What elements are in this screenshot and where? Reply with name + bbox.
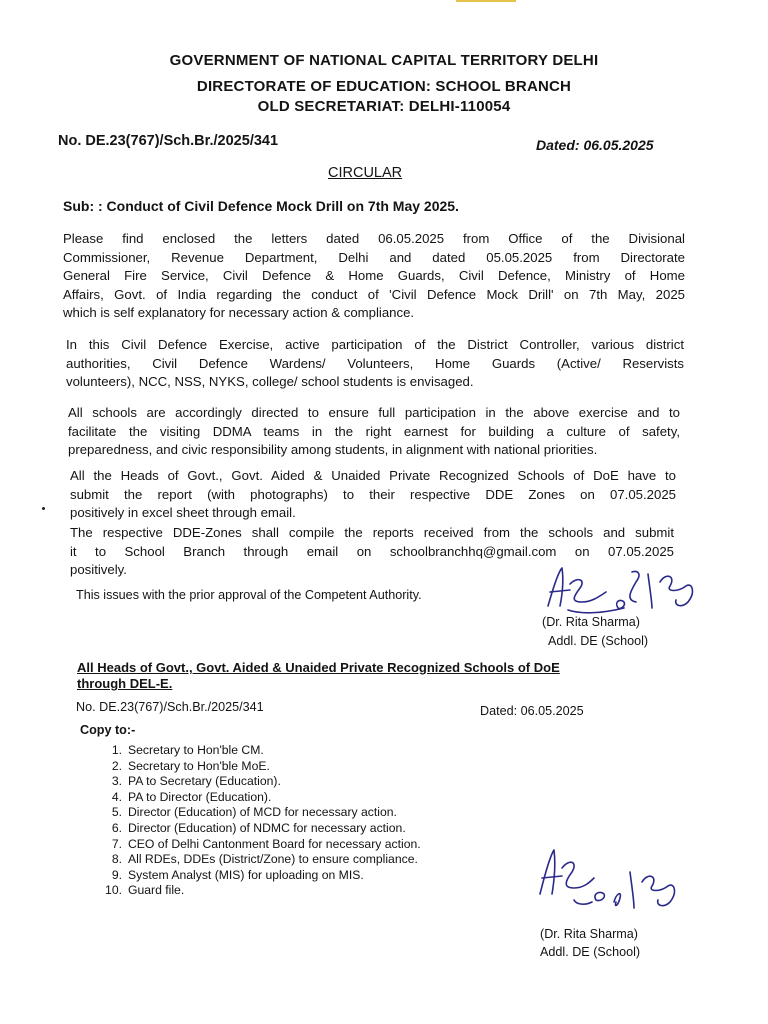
list-item: 10. Guard file. [105,883,185,898]
header-line-2: DIRECTORATE OF EDUCATION: SCHOOL BRANCH [196,78,572,95]
reference-number: No. DE.23(767)/Sch.Br./2025/341 [58,133,279,149]
paragraph-4: All the Heads of Govt., Govt. Aided & Unaided Private Recognized Schools of DoE have to submit the report (with photographs) to their respective DDE Zones on 07.05.2025 positively in excel sheet through email. [70,468,676,520]
margin-dot [42,507,45,510]
circular-title: CIRCULAR [328,165,403,181]
signatory-name: (Dr. Rita Sharma) [542,615,640,629]
header-line-1: GOVERNMENT OF NATIONAL CAPITAL TERRITORY DELHI [169,52,599,69]
list-item: 1. Secretary to Hon'ble CM. [111,743,264,757]
subject-line: Sub: : Conduct of Civil Defence Mock Drill on 7th May 2025. [63,198,459,214]
paragraph-2: In this Civil Defence Exercise, active participation of the District Controller, various district authorities, Civil Defence Wardens/ Volunteers, Home Guards (Active/ Reservists volunteers), NCC, NSS, NYKS, college/ school students is envisaged. [66,337,684,389]
signatory-2-designation: Addl. DE (School) [540,945,641,959]
reference-date-2: Dated: 06.05.2025 [480,704,584,718]
paragraph-5: The respective DDE-Zones shall compile the reports received from the schools and submit it to School Branch through email on schoolbranchhq@gmail.com on 07.05.2025 positively. [70,525,674,577]
reference-number-2: No. DE.23(767)/Sch.Br./2025/341 [76,700,264,714]
list-item: 5. Director (Education) of MCD for necessary action. [111,805,397,820]
signatory-2-name: (Dr. Rita Sharma) [540,927,638,941]
list-item: 8. All RDEs, DDEs (District/Zone) to ensure compliance. [111,852,418,867]
list-item: 3. PA to Secretary (Education). [111,774,281,789]
reference-date: Dated: 06.05.2025 [536,137,654,153]
header-line-3: OLD SECRETARIAT: DELHI-110054 [257,98,511,115]
paragraph-1: Please find enclosed the letters dated 06.05.2025 from Office of the Divisional Commissioner, Revenue Department, Delhi and dated 05.05.2025 from Directorate General Fire Service, Civil Defence & Home Guards, Civil Defence, Ministry of Home Affairs, Govt. of India regarding the conduct of 'Civil Defence Mock Drill' on 7th May, 2025 which is self explanatory for necessary action & compliance. [63,231,685,320]
paragraph-3: All schools are accordingly directed to ensure full participation in the above exercise and to facilitate the visiting DDMA teams in the right earnest for building a culture of safety, preparedness, and civic responsibility among students, in alignment with national priorities. [68,405,680,457]
addressee-line-1: All Heads of Govt., Govt. Aided & Unaided Private Recognized Schools of DoE [77,660,560,675]
list-item: 2. Secretary to Hon'ble MoE. [111,758,270,773]
list-item: 6. Director (Education) of NDMC for necessary action. [111,820,406,835]
list-item: 9. System Analyst (MIS) for uploading on MIS. [111,867,364,882]
signature-1 [540,562,710,622]
addressee-line-2: through DEL-E. [77,676,173,691]
list-item: 4. PA to Director (Education). [111,789,272,804]
list-item: 7. CEO of Delhi Cantonment Board for necessary action. [111,836,421,851]
signature-2 [530,842,690,922]
scan-edge-mark [456,0,516,2]
copy-to-list [100,743,421,899]
signatory-designation: Addl. DE (School) [548,634,649,648]
copy-to-heading: Copy to:- [80,723,136,737]
approval-note: This issues with the prior approval of the Competent Authority. [76,588,422,602]
